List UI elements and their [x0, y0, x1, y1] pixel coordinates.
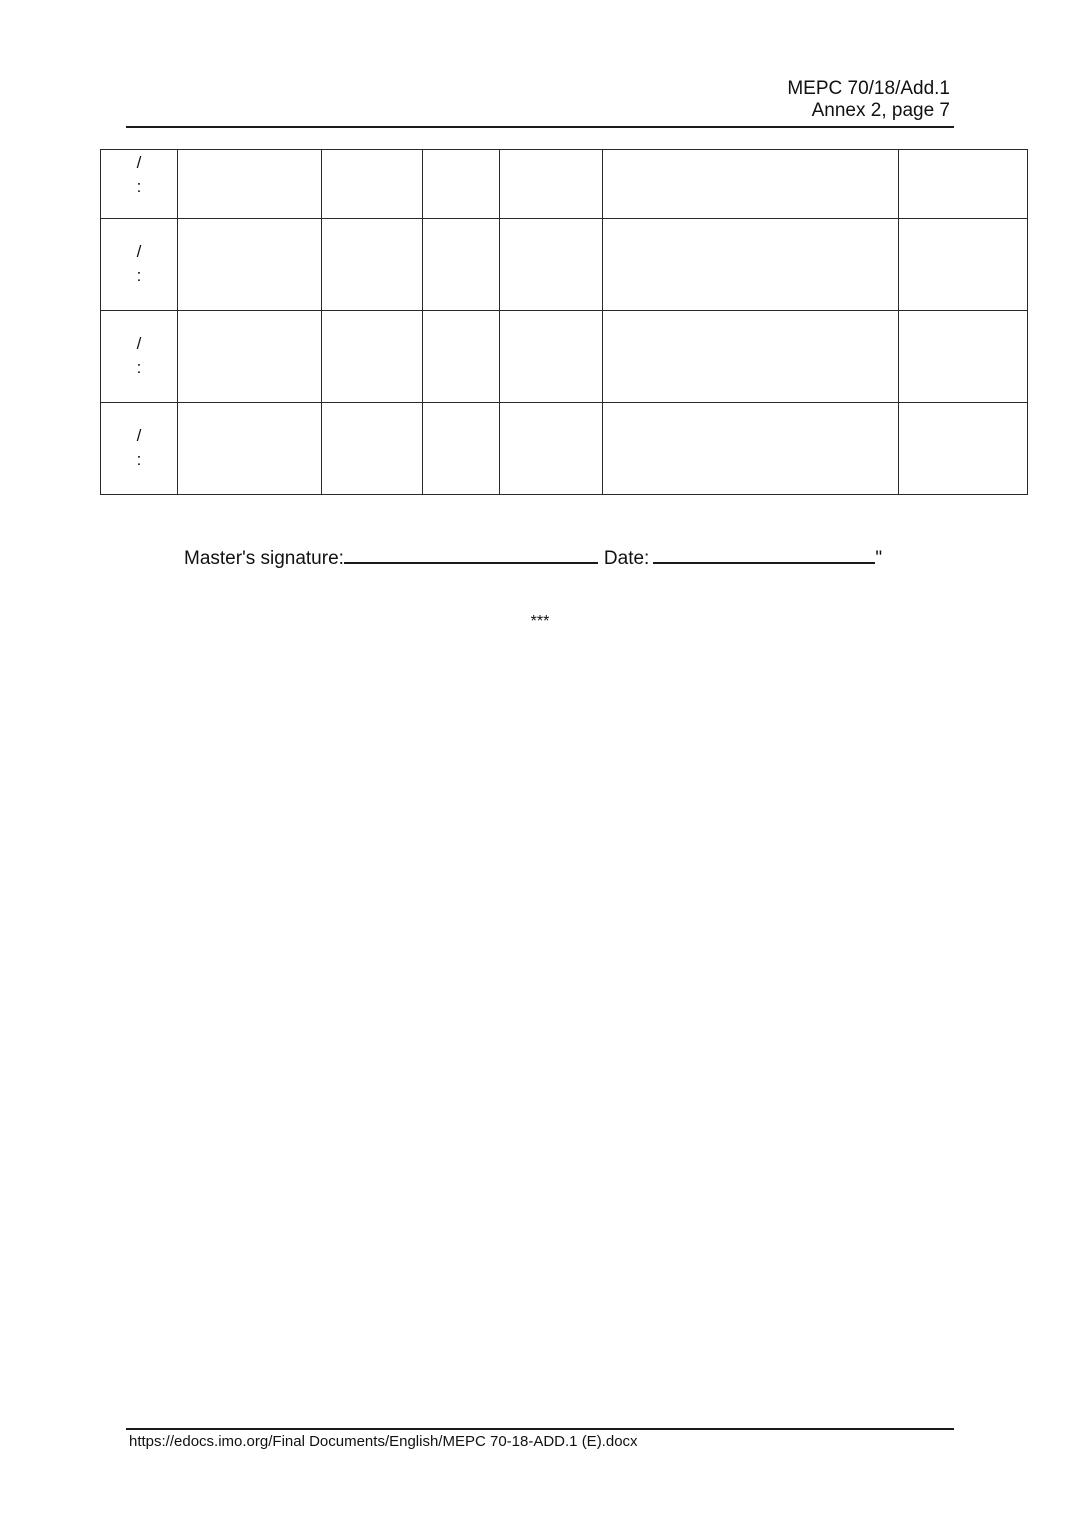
date-separator: /: [136, 242, 142, 261]
table-cell: [322, 311, 423, 403]
table-row: [101, 150, 1028, 219]
table-row: [101, 403, 1028, 495]
date-label: Date:: [603, 548, 650, 569]
table-cell: [603, 150, 899, 219]
page-header: [126, 78, 954, 128]
table-cell: [423, 150, 500, 219]
table-cell: [603, 311, 899, 403]
table-cell: [178, 219, 322, 311]
table-cell: [899, 311, 1028, 403]
time-separator: :: [136, 177, 142, 196]
table-cell: [500, 311, 603, 403]
table-cell: [178, 150, 322, 219]
table-cell: [899, 150, 1028, 219]
end-of-document-marker: ***: [530, 613, 550, 630]
table-row: [101, 219, 1028, 311]
table-cell: [322, 150, 423, 219]
date-time-cell: [101, 311, 178, 403]
table-cell: [500, 219, 603, 311]
table-cell: [899, 403, 1028, 495]
table-cell: [899, 219, 1028, 311]
date-separator: /: [136, 334, 142, 353]
record-table: [100, 149, 1028, 495]
date-separator: /: [136, 153, 142, 172]
table-row: [101, 311, 1028, 403]
table-cell: [423, 311, 500, 403]
time-separator: :: [136, 450, 142, 469]
signature-block: [184, 543, 882, 571]
date-time-cell: [101, 219, 178, 311]
table-cell: [322, 403, 423, 495]
table-cell: [322, 219, 423, 311]
table-cell: [423, 219, 500, 311]
date-separator: /: [136, 426, 142, 445]
table-cell: [603, 219, 899, 311]
document-path: https://edocs.imo.org/Final Documents/English/MEPC 70-18-ADD.1 (E).docx: [129, 1433, 638, 1450]
table-cell: [500, 403, 603, 495]
date-time-cell: [101, 403, 178, 495]
table-cell: [178, 403, 322, 495]
master-signature-label: Master's signature:: [184, 548, 344, 569]
table-cell: [500, 150, 603, 219]
date-field[interactable]: [653, 543, 875, 564]
document-symbol: MEPC 70/18/Add.1: [787, 78, 950, 99]
page-footer: [126, 1428, 954, 1452]
page-reference: Annex 2, page 7: [811, 100, 950, 121]
table-cell: [603, 403, 899, 495]
table-cell: [423, 403, 500, 495]
master-signature-field[interactable]: [344, 543, 598, 564]
time-separator: :: [136, 358, 142, 377]
closing-quote: ": [875, 548, 883, 569]
time-separator: :: [136, 266, 142, 285]
date-time-cell: [101, 150, 178, 219]
table-cell: [178, 311, 322, 403]
